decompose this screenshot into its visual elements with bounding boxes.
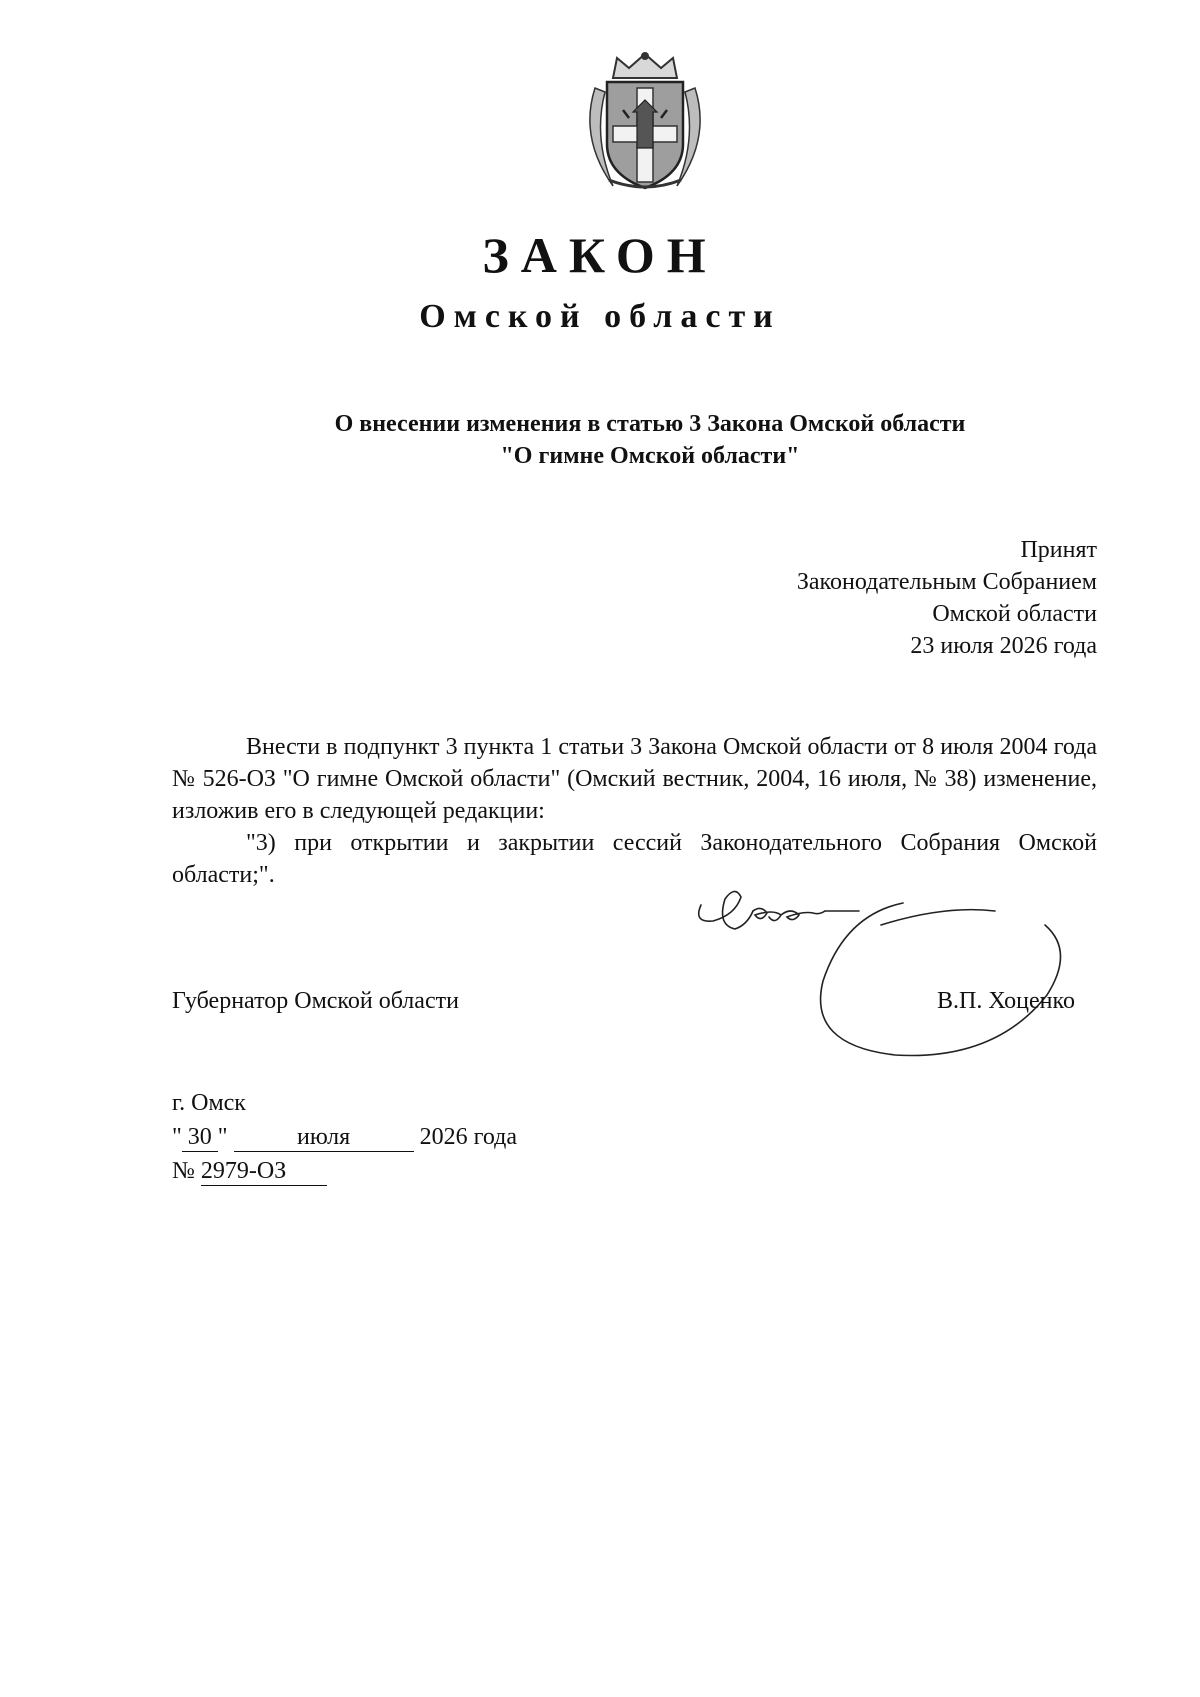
adoption-date: 23 июля 2026 года: [910, 633, 1097, 659]
body-paragraph: Внести в подпункт 3 пункта 1 статьи 3 Закона Омской области от 8 июля 2004 года № 526-ОЗ "О гимне Омской области" (Омский вестник, 2004, 16 июля, № 38) изменение, изложив его в следующей редакции:: [172, 734, 1097, 824]
date-month-field: июля: [234, 1123, 414, 1152]
number-sign: №: [172, 1158, 195, 1184]
handwritten-signature: [695, 885, 1075, 1065]
law-number-line: [172, 1155, 327, 1187]
body-paragraph: "3) при открытии и закрытии сессий Законодательного Собрания Омской области;".: [172, 830, 1097, 888]
place-of-signing: г. Омск: [172, 1090, 246, 1116]
law-heading-line: "О гимне Омской области": [500, 443, 800, 469]
quote-mark: ": [217, 1124, 228, 1150]
date-day-field: 30: [182, 1123, 218, 1152]
law-body: [172, 731, 1097, 891]
signatory-name: В.П. Хоценко: [937, 988, 1075, 1014]
law-number-field: 2979-ОЗ: [201, 1157, 327, 1186]
date-year: 2026 года: [419, 1124, 518, 1150]
adoption-line: Законодательным Собранием: [796, 569, 1097, 595]
law-heading-line: О внесении изменения в статью 3 Закона Омской области: [334, 411, 966, 437]
signatory-title: Губернатор Омской области: [172, 988, 459, 1014]
adoption-block: [797, 534, 1097, 662]
coat-of-arms-icon: [573, 48, 717, 194]
signing-date: [172, 1121, 517, 1153]
document-title: ЗАКОН: [482, 227, 718, 283]
adoption-line: Принят: [1020, 537, 1097, 563]
quote-mark: ": [172, 1124, 182, 1150]
adoption-line: Омской области: [932, 601, 1097, 627]
document-subtitle: Омской области: [419, 298, 781, 335]
law-heading: [200, 408, 1100, 472]
